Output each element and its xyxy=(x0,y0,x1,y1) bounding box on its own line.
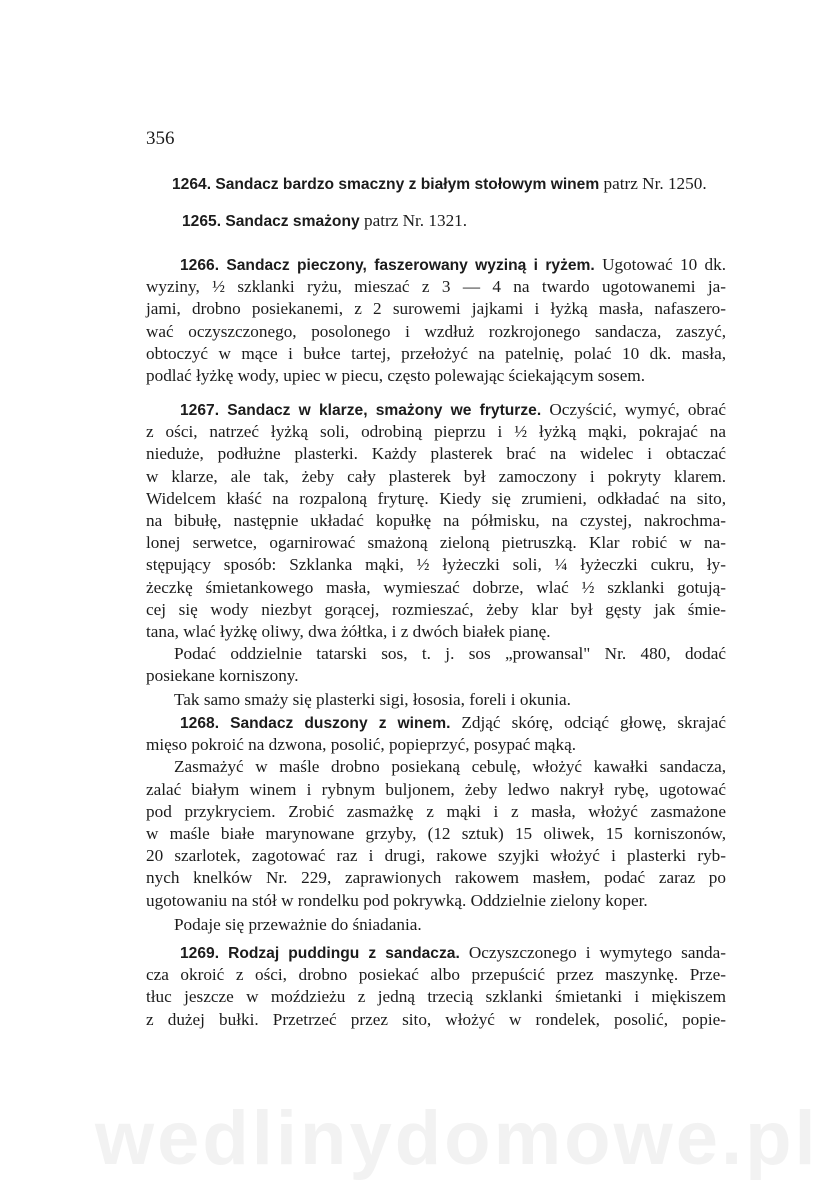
recipe-first-line xyxy=(146,254,726,276)
recipe-title: Rodzaj puddingu z sandacza. xyxy=(228,945,460,962)
text-line: wyziny, ½ szklanki ryżu, mieszać z 3 — 4 na twardo ugotowanemi ja- xyxy=(146,277,726,297)
recipe-1265-heading xyxy=(182,210,467,233)
text-line: ugotowaniu na stół w rondelku pod pokrywką. Oddzielnie zielony koper. xyxy=(146,890,648,910)
recipe-1267 xyxy=(146,399,726,712)
recipe-number: 1268. xyxy=(180,715,220,732)
text-line: tana, wlać łyżkę oliwy, dwa żółtka, i z dwóch białek pianę. xyxy=(146,621,551,641)
recipe-title: Sandacz pieczony, faszerowany wyziną i ryżem. xyxy=(226,257,595,274)
recipe-1264-heading xyxy=(172,173,707,196)
text-line: z ości, natrzeć łyżką soli, odrobiną pieprzu i ½ łyżką mąki, pokrajać na xyxy=(146,422,726,442)
text-line: stępujący sposób: Szklanka mąki, ½ łyżeczki soli, ¼ łyżeczki cukru, ły- xyxy=(146,555,726,575)
text-line: zalać białym winem i rybnym buljonem, żeby ledwo nakrył rybę, ugotować xyxy=(146,779,726,799)
text-line: nieduże, podłużne plasterki. Każdy plasterek brać na widelec i obtaczać xyxy=(146,444,726,464)
recipe-first-line xyxy=(146,712,726,734)
text-line: obtoczyć w mące i bułce tartej, przełożyć na patelnię, polać 10 dk. masła, xyxy=(146,343,726,363)
text-line: jami, drobno posiekanemi, z 2 surowemi jajkami i łyżką masła, nafaszero- xyxy=(146,299,726,319)
text-line: posiekane korniszony. xyxy=(146,666,299,686)
recipe-first-line xyxy=(146,942,726,964)
recipe-1269 xyxy=(146,942,726,1031)
recipe-first-line xyxy=(146,399,726,421)
text-line: Widelcem kłaść na rozpaloną fryturę. Kiedy się zrumieni, odkładać na sito, xyxy=(146,488,726,508)
recipe-1268 xyxy=(146,712,726,936)
recipe-text: Oczyścić, wymyć, obrać xyxy=(541,400,726,419)
recipe-number: 1267. xyxy=(180,402,220,419)
text-line: Tak samo smaży się plasterki sigi, łososia, foreli i okunia. xyxy=(174,690,571,710)
text-line: Zasmażyć w maśle drobno posiekaną cebulę, włożyć kawałki sandacza, xyxy=(174,757,726,777)
recipe-reference: patrz Nr. 1250. xyxy=(599,174,707,193)
text-line: mięso pokroić na dzwona, posolić, popieprzyć, posypać mąką. xyxy=(146,735,577,755)
recipe-title: Sandacz smażony xyxy=(225,213,360,230)
text-line: w klarze, ale tak, żeby cały plasterek był zamoczony i pokryty klarem. xyxy=(146,466,726,486)
text-line: w maśle białe marynowane grzyby, (12 sztuk) 15 oliwek, 15 korniszonów, xyxy=(146,823,726,843)
text-line: Podaje się przeważnie do śniadania. xyxy=(174,914,422,934)
recipe-number: 1266. xyxy=(180,257,220,274)
page-number: 356 xyxy=(146,128,175,149)
text-line: na bibułę, następnie układać kopułkę na półmisku, na czystej, nakrochma- xyxy=(146,510,726,530)
text-line: z dużej bułki. Przetrzeć przez sito, włożyć w rondelek, posolić, popie- xyxy=(146,1009,726,1029)
recipe-text: Oczyszczonego i wymytego sanda- xyxy=(459,943,726,962)
text-line: pod przykryciem. Zrobić zasmażkę z mąki i z masła, włożyć zasmażone xyxy=(146,801,726,821)
text-line: podlać łyżkę wody, upiec w piecu, często polewając ściekającym sosem. xyxy=(146,365,646,385)
recipe-title: Sandacz w klarze, smażony we fryturze. xyxy=(227,402,542,419)
recipe-1266 xyxy=(146,254,726,387)
text-line: cza okroić z ości, drobno posiekać albo przepuścić przez maszynkę. Prze- xyxy=(146,965,726,985)
recipe-title: Sandacz duszony z winem. xyxy=(230,715,451,732)
text-line: nych knelków Nr. 229, zaprawionych rakowem masłem, podać zaraz po xyxy=(146,868,726,888)
text-line: żeczkę śmietankowego masła, wymieszać dobrze, wlać ½ szklanki gotują- xyxy=(146,577,726,597)
recipe-number: 1269. xyxy=(180,945,220,962)
text-line: wać oczyszczonego, posolonego i wzdłuż rozkrojonego sandacza, zaszyć, xyxy=(146,321,726,341)
text-line: lonej serwetce, ogarnirować smażoną zieloną pietruszką. Klar robić w na- xyxy=(146,533,726,553)
recipe-reference: patrz Nr. 1321. xyxy=(359,211,468,230)
text-line: 20 szarlotek, zagotować raz i drugi, rakowe szyjki włożyć i plasterki ryb- xyxy=(146,846,726,866)
text-line: Podać oddzielnie tatarski sos, t. j. sos „prowansal" Nr. 480, dodać xyxy=(174,644,726,664)
text-line: tłuc jeszcze w moździeżu z jedną trzecią szklanki śmietanki i miękiszem xyxy=(146,987,726,1007)
watermark: wedlinydomowe.pl xyxy=(95,1096,819,1181)
recipe-number: 1265. xyxy=(182,213,222,230)
text-line: cej się wody niezbyt gorącej, rozmieszać, żeby klar był gęsty jak śmie- xyxy=(146,599,726,619)
recipe-title: Sandacz bardzo smaczny z białym stołowym winem xyxy=(215,176,600,193)
recipe-text: Zdjąć skórę, odciąć głowę, skrajać xyxy=(450,713,726,732)
recipe-number: 1264. xyxy=(172,176,212,193)
recipe-text: Ugotować 10 dk. xyxy=(594,255,727,274)
